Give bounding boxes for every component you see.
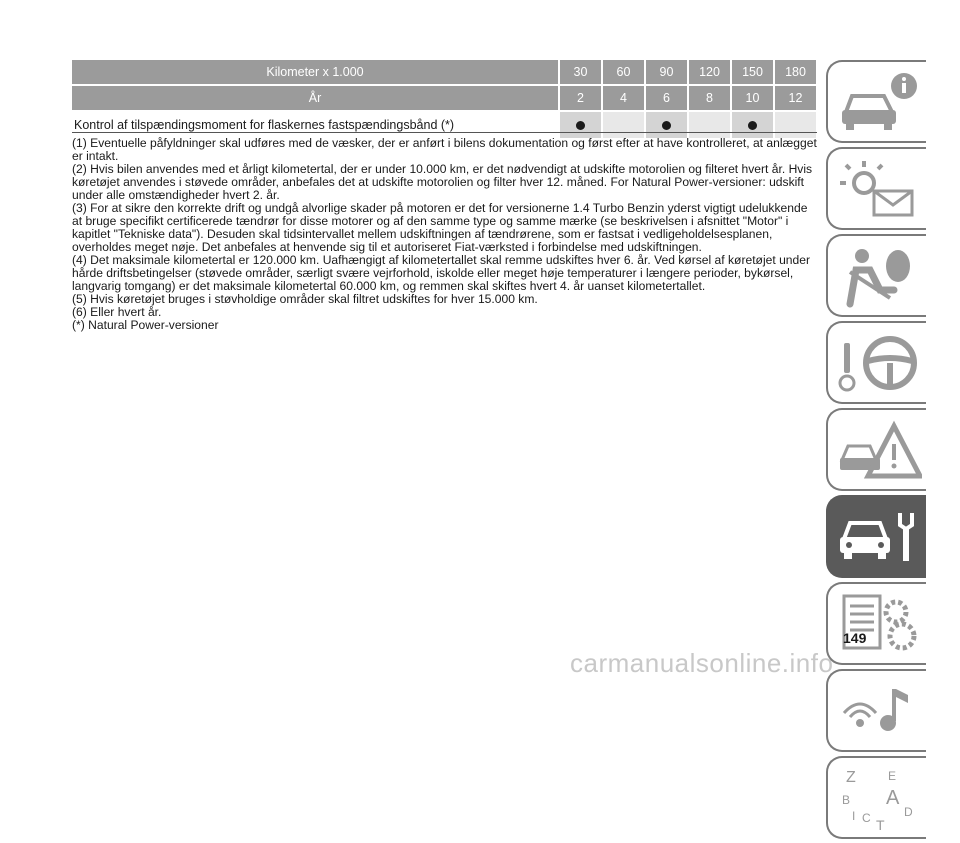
tab-safety[interactable] xyxy=(826,234,926,317)
footnote: (5) Hvis køretøjet bruges i støvholdige områder skal filtret udskiftes for hver 15.000 km. xyxy=(72,292,538,306)
tab-index[interactable] xyxy=(826,756,926,839)
index-letter: I xyxy=(852,809,856,823)
index-letter: A xyxy=(886,787,900,809)
year-cell: 12 xyxy=(775,86,816,110)
mark-cell xyxy=(603,112,644,138)
table-divider xyxy=(72,132,817,133)
alphabetical-index-icon xyxy=(836,764,922,834)
km-header-row xyxy=(72,60,817,84)
index-letter: Z xyxy=(846,769,856,786)
km-cell: 180 xyxy=(775,60,816,84)
km-cell: 150 xyxy=(732,60,773,84)
row-label: Kontrol af tilspændingsmoment for flaskernes fastspændingsbånd (*) xyxy=(74,118,455,132)
check-dot-icon xyxy=(576,121,585,130)
mark-cell xyxy=(775,112,816,138)
mark-cell xyxy=(689,112,730,138)
year-cell: 8 xyxy=(689,86,730,110)
km-header-label: Kilometer x 1.000 xyxy=(72,60,558,84)
multimedia-icon xyxy=(836,677,922,747)
watermark: carmanualsonline.info xyxy=(570,648,834,678)
check-dot-icon xyxy=(662,121,671,130)
year-cell: 6 xyxy=(646,86,687,110)
index-letter: B xyxy=(842,793,851,807)
tab-technical-data[interactable] xyxy=(826,582,926,665)
steering-wheel-key-icon xyxy=(836,329,922,399)
mark-cell xyxy=(560,112,601,138)
tab-car-info[interactable] xyxy=(826,60,926,143)
index-letter: E xyxy=(888,769,897,783)
safety-airbag-icon xyxy=(836,242,922,312)
tab-maintenance[interactable] xyxy=(826,495,926,578)
tab-starting-driving[interactable] xyxy=(826,321,926,404)
year-cell: 4 xyxy=(603,86,644,110)
footnote: (2) Hvis bilen anvendes med et årligt kilometertal, der er under 10.000 km, er det nødvendigt at udskifte motorolien og filteret hvert år. Hvis køretøjet anvendes i støvede områder, anbefales det at udskifte motorolien og filter hver 12. måned. For Natural Power-versioner: udskift under alle omstændigheder hvert 2. år. xyxy=(72,162,813,202)
index-letter: D xyxy=(904,805,913,819)
footnote: (3) For at sikre den korrekte drift og undgå alvorlige skader på motoren er det for versionerne 1.4 Turbo Benzin yderst vigtigt udelukkende at bruge specifikt certificerede tændrør for disse motorer og af den samme type og samme mærke (se beskrivelsen i afsnittet "Motor" i kapitlet "Tekniske data"). Desuden skal tidsintervallet mellem udskiftningen af tændrørene, som er fastsat i vedligeholdelsesplanen, overholdes meget nøje. Det anbefales at henvende sig til et autoriseret Fiat-værksted i forbindelse med udskiftningen. xyxy=(72,201,808,254)
footnote: (*) Natural Power-versioner xyxy=(72,318,219,332)
tab-emergency[interactable] xyxy=(826,408,926,491)
page-number: 149 xyxy=(843,630,867,646)
maintenance-table xyxy=(72,60,817,140)
years-header-row xyxy=(72,86,817,110)
index-letter: C xyxy=(862,811,871,825)
car-maintenance-icon xyxy=(836,503,922,573)
footnote: (1) Eventuelle påfyldninger skal udføres med de væsker, der er anført i bilens dokumentation og først efter at have kontrolleret, at anlægget er intakt. xyxy=(72,136,817,163)
km-cell: 120 xyxy=(689,60,730,84)
mark-cell xyxy=(646,112,687,138)
index-letter: T xyxy=(876,817,885,833)
tab-warning-lights[interactable] xyxy=(826,147,926,230)
footnote: (6) Eller hvert år. xyxy=(72,305,162,319)
chapter-sidebar xyxy=(826,60,930,843)
footnotes xyxy=(72,137,820,332)
km-cell: 90 xyxy=(646,60,687,84)
warning-lights-icon xyxy=(836,155,922,225)
technical-data-icon xyxy=(836,590,922,660)
year-cell: 2 xyxy=(560,86,601,110)
car-info-icon xyxy=(836,68,922,138)
footnote: (4) Det maksimale kilometertal er 120.000 km. Uafhængigt af kilometertallet skal remme udskiftes hver 6. år. Ved kørsel af køretøjet under hårde driftsbetingelser (støvede områder, særligt svære vejrforhold, iskolde eller meget høje temperaturer i længere perioder, bykørsel, langvarig tomgang) er det maksimale kilometertal 60.000 km, og remmen skal skiftes hvert 4. år uanset kilometertallet. xyxy=(72,253,811,293)
tab-multimedia[interactable] xyxy=(826,669,926,752)
year-cell: 10 xyxy=(732,86,773,110)
emergency-icon xyxy=(836,416,922,486)
table-row xyxy=(72,112,817,138)
years-header-label: År xyxy=(72,86,558,110)
mark-cell xyxy=(732,112,773,138)
check-dot-icon xyxy=(748,121,757,130)
km-cell: 30 xyxy=(560,60,601,84)
km-cell: 60 xyxy=(603,60,644,84)
